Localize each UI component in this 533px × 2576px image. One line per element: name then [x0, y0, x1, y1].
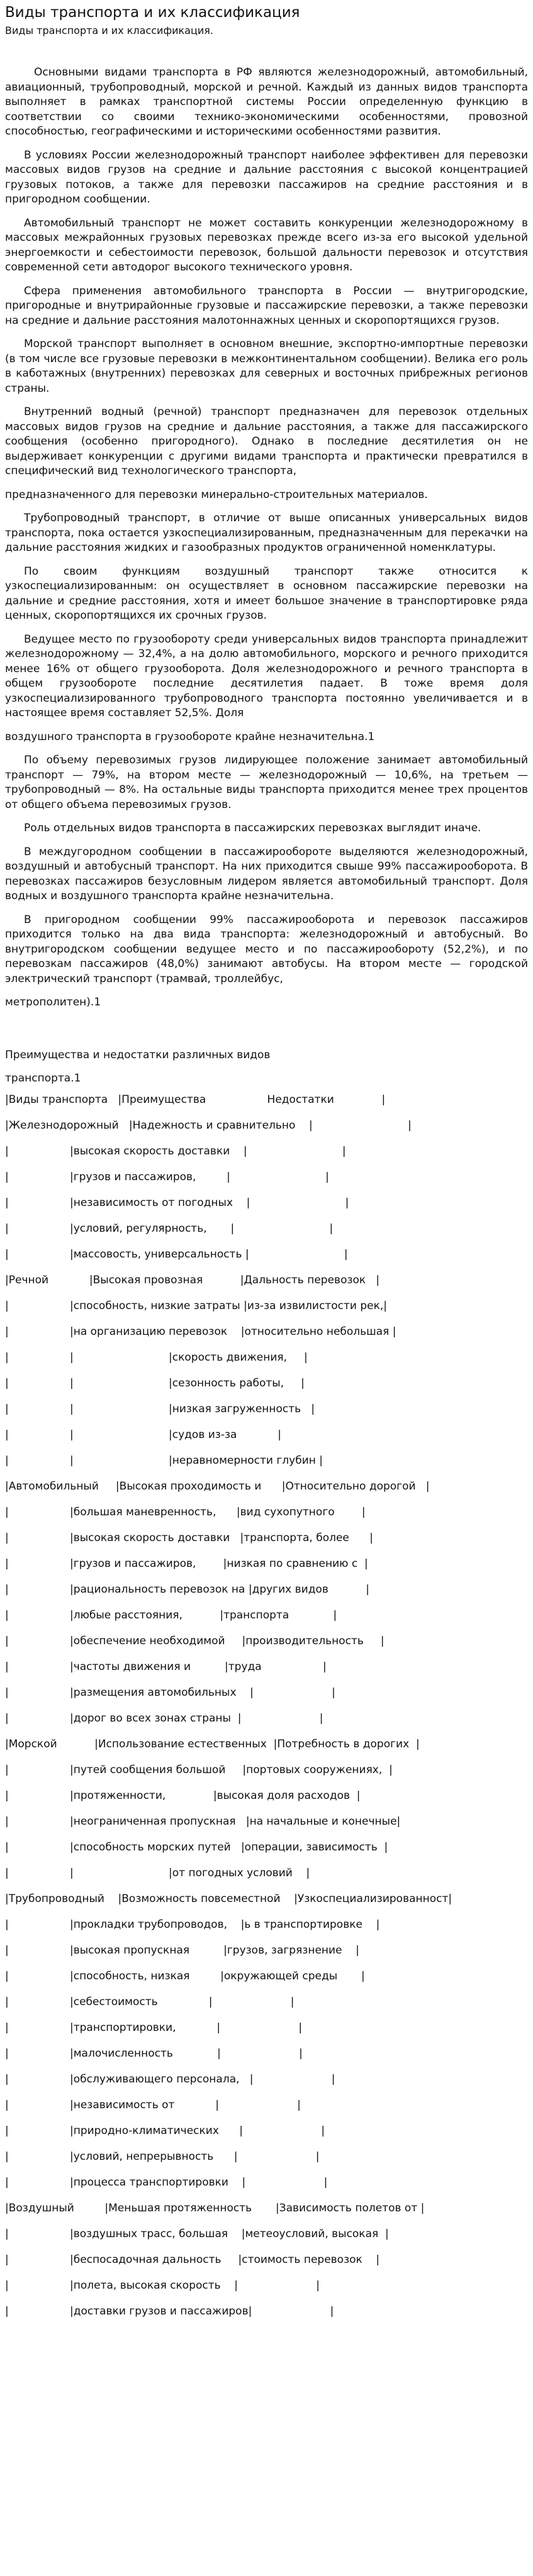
- document-body: [5, 65, 528, 1010]
- document-subtitle: Виды транспорта и их классификация.: [5, 25, 213, 36]
- paragraph: В пригородном сообщении 99% пассажирооборота и перевозок пассажиров приходится только на два вида транспорта: железнодорожный и автобусный. Во внутригородском сообщении ведущее место и по пассажирообороту (52,2%), и по перевозкам пассажиров (48,0%) занимают автобусы. На втором месте — городской электрический транспорт (трамвай, троллейбус,: [5, 913, 528, 985]
- table-row: | |размещения автомобильных | |: [5, 1686, 335, 1699]
- paragraph: В междугородном сообщении в пассажирообороте выделяются железнодорожный, воздушный и автобусный транспорт. На них приходится свыше 99% пассажирооборота. В перевозках пассажиров безусловным лидером является автомобильный транспорт. Доля водных и воздушного транспорта крайне незначительна.: [5, 845, 528, 902]
- table-row: | |любые расстояния, |транспорта |: [5, 1608, 337, 1622]
- table-row: | | |судов из-за |: [5, 1428, 281, 1441]
- table-row: | |условий, непрерывность | |: [5, 2150, 320, 2163]
- table-row: | |условий, регулярность, | |: [5, 1222, 334, 1235]
- table-row: | |обслуживающего персонала, | |: [5, 2072, 335, 2086]
- table-row: | |рациональность перевозок на |других видов |: [5, 1583, 370, 1596]
- paragraph: По своим функциям воздушный транспорт также относится к узкоспециализированным: он осуществляет в основном пассажирские перевозки на дальние и средние расстояния, хотя и имеет большое значение в транспортировке ряда ценных, скоропортящихся их срочных грузов.: [5, 565, 528, 622]
- paragraph: Трубопроводный транспорт, в отличие от выше описанных универсальных видов транспорта, пока остается узкоспециализированным, предназначенным для перекачки на дальние расстояния жидких и газообразных продуктов ограниченной номенклатуры.: [5, 512, 528, 554]
- table-row: | |транспортировки, | |: [5, 2021, 303, 2034]
- table-row: | |процесса транспортировки | |: [5, 2175, 328, 2189]
- table-row: |Виды транспорта |Преимущества Недостатки |: [5, 1093, 386, 1106]
- table-row: | |независимость от | |: [5, 2098, 301, 2111]
- paragraph: Роль отдельных видов транспорта в пассажирских перевозках выглядит иначе.: [24, 822, 481, 834]
- table-row: | |массовость, универсальность | |: [5, 1247, 348, 1261]
- table-row: | |независимость от погодных | |: [5, 1196, 349, 1209]
- table-row: | |высокая скорость доставки |транспорта, более |: [5, 1531, 374, 1544]
- table-row: |Железнодорожный |Надежность и сравнительно | |: [5, 1119, 412, 1132]
- table-row: | |полета, высокая скорость | |: [5, 2279, 320, 2292]
- table-row: |Автомобильный |Высокая проходимость и |Относительно дорогой |: [5, 1479, 430, 1493]
- table-row: | |высокая скорость доставки | |: [5, 1144, 346, 1158]
- paragraph: Внутренний водный (речной) транспорт предназначен для перевозок отдельных массовых видов грузов на средние и дальние расстояния, а также для пассажирского сообщения (особенно пригородного). Однако в последние десятилетия он не выдерживает конкуренции с другими видами транспорта и практически превратился в специфический вид технологического транспорта,: [5, 406, 528, 477]
- paragraph: воздушного транспорта в грузообороте крайне незначительна.1: [5, 730, 375, 743]
- table-row: | |на организацию перевозок |относительно небольшая |: [5, 1325, 396, 1338]
- table-row: | |способность морских путей |операции, зависимость |: [5, 1840, 388, 1854]
- table-row: | |протяженности, |высокая доля расходов |: [5, 1789, 361, 1802]
- paragraph: По объему перевозимых грузов лидирующее положение занимает автомобильный транспорт — 79%, на втором месте — железнодорожный — 10,6%, на третьем — трубопроводный — 8%. На остальные виды транспорта приходится менее трех процентов от общего объема перевозимых грузов.: [5, 754, 528, 811]
- table-row: | |неограниченная пропускная |на начальные и конечные|: [5, 1815, 401, 1828]
- table-row: | |дорог во всех зонах страны | |: [5, 1711, 323, 1725]
- table-row: | |воздушных трасс, большая |метеоусловий, высокая |: [5, 2227, 389, 2240]
- text-table: [5, 1087, 528, 2324]
- table-row: | |обеспечение необходимой |производительность |: [5, 1634, 384, 1647]
- table-row: | |беспосадочная дальность |стоимость перевозок |: [5, 2253, 380, 2266]
- table-row: | |частоты движения и |труда |: [5, 1660, 327, 1673]
- table-row: | |прокладки трубопроводов, |ь в транспортировке |: [5, 1918, 380, 1931]
- table-row: | |малочисленность | |: [5, 2047, 303, 2060]
- table-row: |Морской |Использование естественных |Потребность в дорогих |: [5, 1737, 420, 1750]
- table-row: | |способность, низкая |окружающей среды |: [5, 1969, 365, 1982]
- paragraph: предназначенного для перевозки минерально-строительных материалов.: [5, 488, 428, 501]
- table-row: | | |неравномерности глубин |: [5, 1454, 323, 1467]
- table-row: | |способность, низкие затраты |из-за извилистости рек,|: [5, 1299, 387, 1312]
- table-row: | |путей сообщения большой |портовых сооружениях, |: [5, 1763, 393, 1776]
- table-row: |Воздушный |Меньшая протяженность |Зависимость полетов от |: [5, 2201, 425, 2214]
- table-row: | |доставки грузов и пассажиров| |: [5, 2304, 334, 2318]
- paragraph: Сфера применения автомобильного транспорта в России — внутригородские, пригородные и внутрирайонные грузовые и пассажирские перевозки, а также перевозки на средние и дальние расстояния малотоннажных ценных и скоропортящихся грузов.: [5, 284, 528, 327]
- table-row: | |природно-климатических | |: [5, 2124, 325, 2137]
- table-caption: транспорта.1: [5, 1071, 81, 1085]
- table-row: | |себестоимость | |: [5, 1995, 295, 2008]
- table-row: | |большая маневренность, |вид сухопутного |: [5, 1505, 366, 1518]
- table-row: |Трубопроводный |Возможность повсеместной |Узкоспециализированност|: [5, 1892, 452, 1905]
- section-title: Преимущества и недостатки различных видов: [5, 1048, 271, 1061]
- table-row: | |грузов и пассажиров, |низкая по сравнению с |: [5, 1557, 368, 1570]
- paragraph: Морской транспорт выполняет в основном внешние, экспортно-импортные перевозки (в том числе все грузовые перевозки в межконтинентальном сообщении). Велика его роль в каботажных (внутренних) перевозках для северных и восточных прибрежных регионов страны.: [5, 338, 528, 395]
- table-row: |Речной |Высокая провозная |Дальность перевозок |: [5, 1273, 380, 1286]
- table-row: | | |от погодных условий |: [5, 1866, 310, 1879]
- table-row: | |грузов и пассажиров, | |: [5, 1170, 329, 1183]
- table-row: | |высокая пропускная |грузов, загрязнение |: [5, 1943, 359, 1957]
- paragraph: Автомобильный транспорт не может составить конкуренции железнодорожному в массовых межрайонных грузовых перевозках прежде всего из-за его высокой удельной энергоемкости и себестоимости перевозок, большой дальности перевозок и отсутствия современной сети автодорог высокого технического уровня.: [5, 216, 528, 274]
- paragraph: В условиях России железнодорожный транспорт наиболее эффективен для перевозки массовых видов грузов на средние и дальние расстояния с высокой концентрацией грузовых потоков, а также для перевозки пассажиров на средние расстояния и в пригородном сообщении.: [5, 148, 528, 206]
- paragraph: метрополитен).1: [5, 996, 101, 1009]
- table-row: | | |низкая загруженность |: [5, 1402, 315, 1415]
- paragraph: Основными видами транспорта в РФ являются железнодорожный, автомобильный, авиационный, трубопроводный, морской и речной. Каждый из данных видов транспорта выполняет в рамках транспортной системы России определенную функцию в соответствии со своими технико-экономическими особенностями, провозной способностью, географическими и историческими особенностями развития.: [5, 66, 528, 138]
- table-row: | | |сезонность работы, |: [5, 1376, 305, 1390]
- paragraph: Ведущее место по грузообороту среди универсальных видов транспорта принадлежит железнодорожному — 32,4%, а на долю автомобильного, морского и речного приходится менее 16% от общего грузооборота. Доля железнодорожного и речного транспорта в общем грузообороте последние десятилетия падает. В тоже время доля узкоспециализированного трубопроводного транспорта постоянно увеличивается и в настоящее время составляет 52,5%. Доля: [5, 633, 528, 719]
- table-row: | | |скорость движения, |: [5, 1351, 308, 1364]
- page-title: Виды транспорта и их классификация: [5, 4, 300, 21]
